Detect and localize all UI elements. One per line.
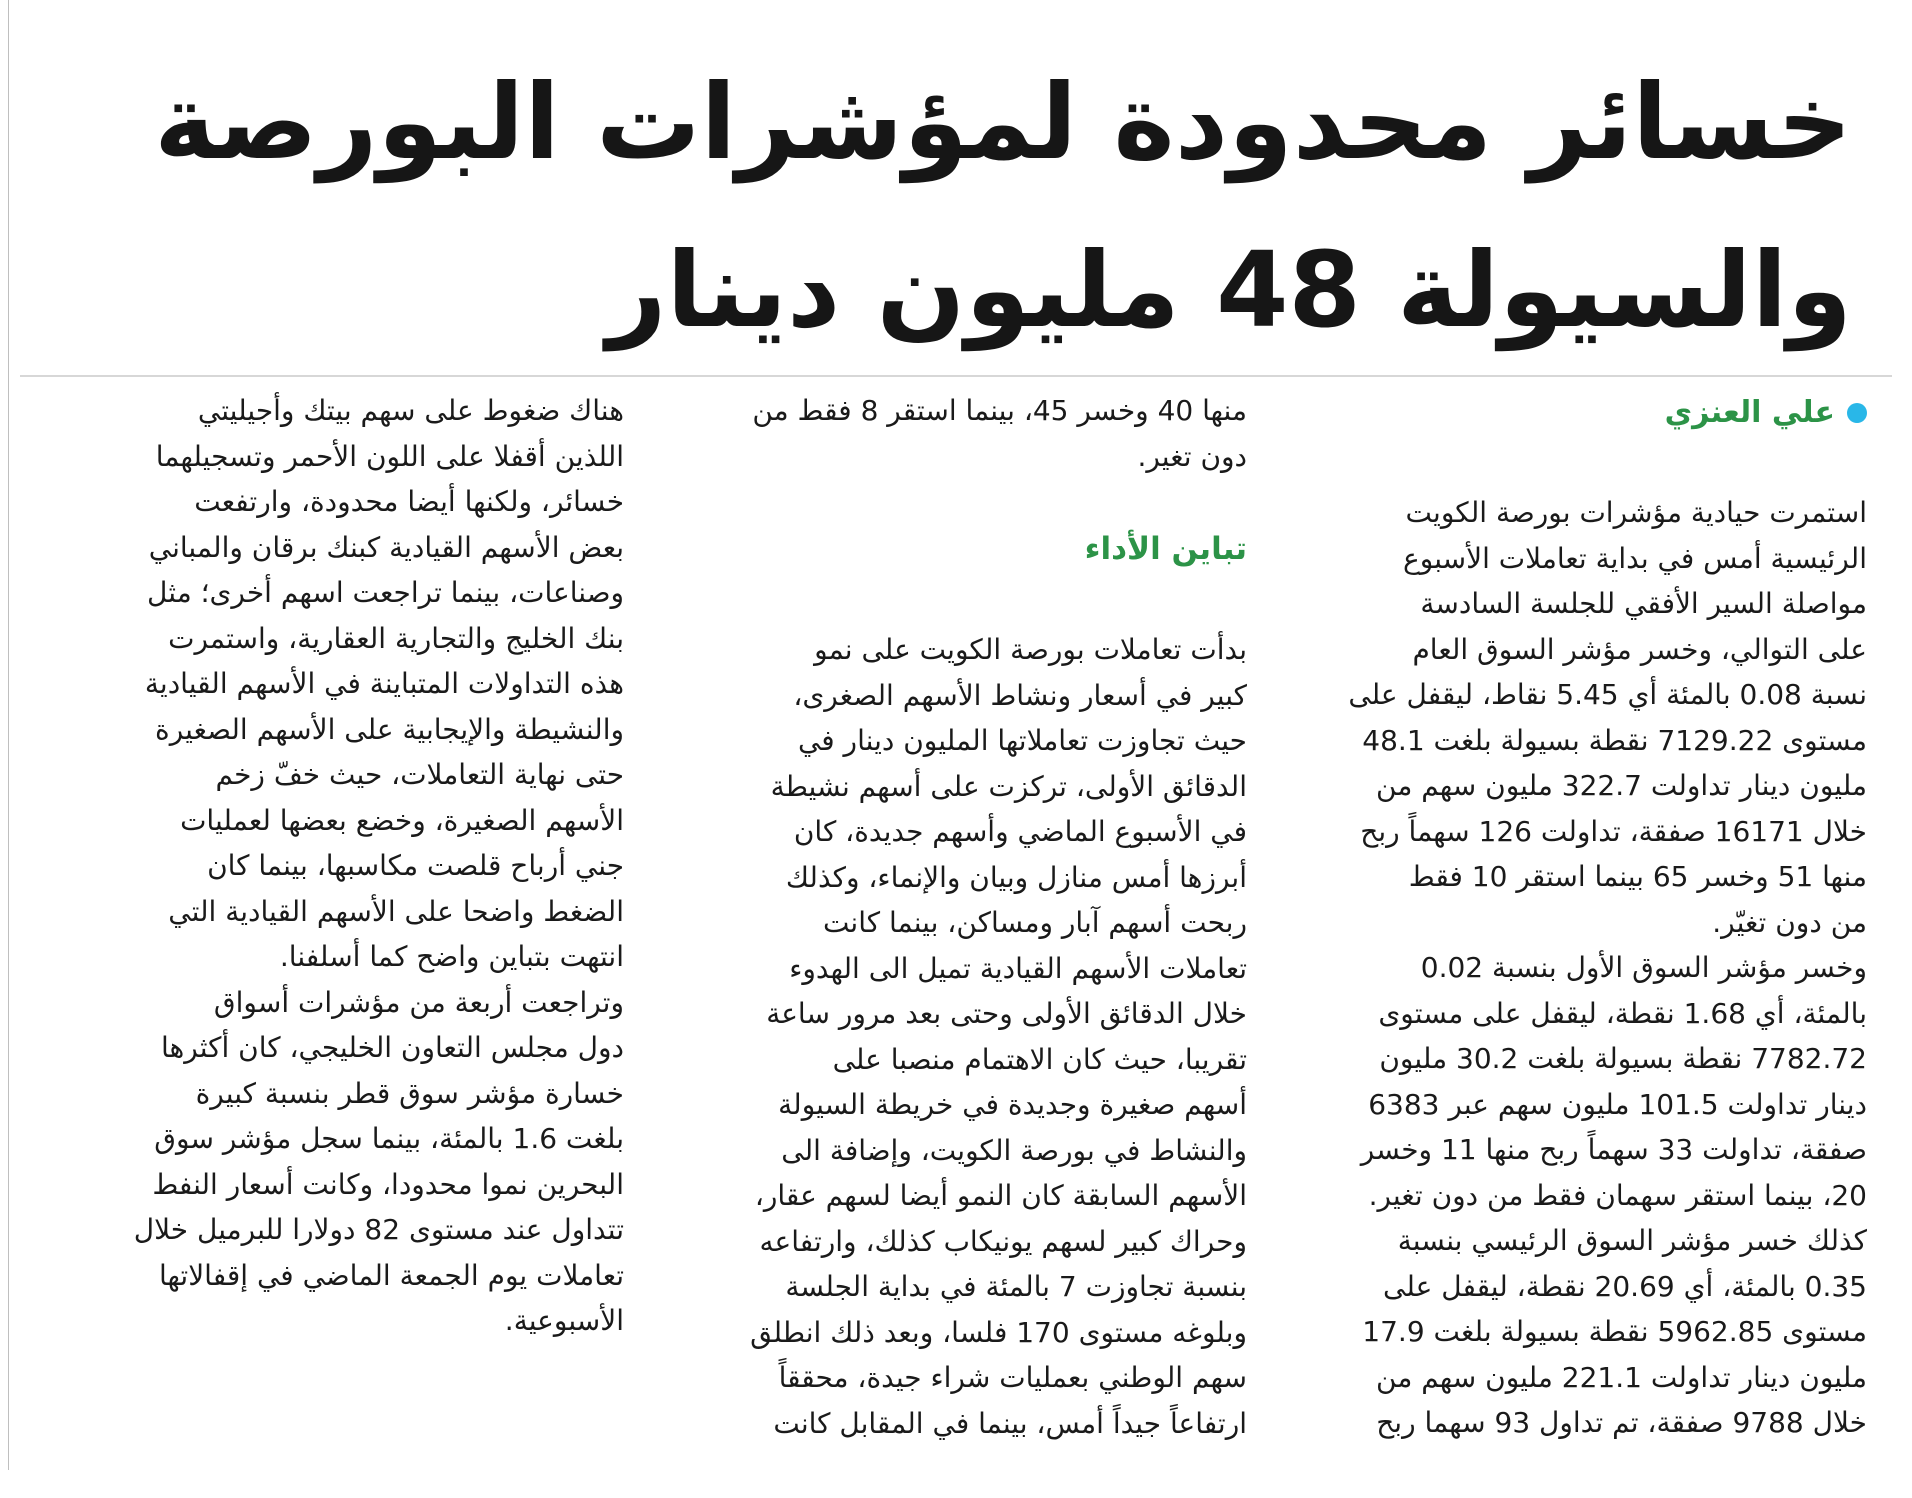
text-line: على التوالي، وخسر مؤشر السوق العام — [1412, 632, 1867, 666]
text-line: بنك الخليج والتجارية العقارية، واستمرت — [168, 621, 624, 655]
text-line: مليون دينار تداولت 221.1 مليون سهم من — [1376, 1360, 1867, 1394]
text-line: من دون تغيّر. — [1712, 905, 1867, 939]
paragraph — [1301, 490, 1867, 945]
text-line: الدقائق الأولى، تركزت على أسهم نشيطة — [770, 769, 1247, 803]
author-name: علي العنزي — [1664, 395, 1835, 431]
text-line: مستوى 7129.22 نقطة بسيولة بلغت 48.1 — [1362, 723, 1867, 757]
text-line: حيث تجاوزت تعاملاتها المليون دينار في — [797, 724, 1247, 757]
text-line: وتراجعت أربعة من مؤشرات أسواق — [213, 985, 624, 1019]
text-line: منها 51 وخسر 65 بينما استقر 10 فقط — [1408, 860, 1867, 893]
headline-line-2: والسيولة 48 مليون دينار — [606, 229, 1852, 351]
text-line: مواصلة السير الأفقي للجلسة السادسة — [1420, 587, 1867, 620]
text-line: أسهم صغيرة وجديدة في خريطة السيولة — [778, 1088, 1247, 1121]
text-line: الضغط واضحا على الأسهم القيادية التي — [168, 894, 624, 928]
text-line: تعاملات يوم الجمعة الماضي في إقفالاتها — [158, 1258, 624, 1292]
text-line: والنشيطة والإيجابية على الأسهم الصغيرة — [155, 712, 624, 746]
text-line: 0.35 بالمئة، أي 20.69 نقطة، ليقفل على — [1383, 1269, 1867, 1303]
text-line: تقريبا، حيث كان الاهتمام منصبا على — [832, 1042, 1247, 1076]
text-line: والنشاط في بورصة الكويت، وإضافة الى — [781, 1133, 1247, 1167]
paragraph — [58, 980, 624, 1344]
text-line: الأسبوعية. — [504, 1304, 624, 1337]
headline-divider — [20, 375, 1892, 377]
text-line: سهم الوطني بعمليات شراء جيدة، محققاً — [778, 1361, 1247, 1394]
text-line: خلال الدقائق الأولى وحتى بعد مرور ساعة — [766, 997, 1247, 1030]
text-line: وخسر مؤشر السوق الأول بنسبة 0.02 — [1420, 951, 1867, 984]
bullet-dot-icon — [1847, 403, 1867, 423]
text-line: بالمئة، أي 1.68 نقطة، ليقفل على مستوى — [1378, 996, 1867, 1030]
text-line: كبير في أسعار ونشاط الأسهم الصغرى، — [793, 678, 1247, 712]
column-left — [58, 388, 624, 1344]
text-line: انتهت بتباين واضح كما أسلفنا. — [279, 940, 624, 973]
text-line: خلال 9788 صفقة، تم تداول 93 سهما ربح — [1376, 1406, 1867, 1439]
text-line: الأسهم الصغيرة، وخضع بعضها لعمليات — [180, 803, 624, 837]
column-right — [1301, 388, 1867, 1446]
text-line: حتى نهاية التعاملات، حيث خفّ زخم — [215, 758, 624, 791]
page-edge-rule — [8, 0, 9, 1470]
text-line: أبرزها أمس منازل وبيان والإنماء، وكذلك — [785, 860, 1247, 894]
text-line: خسارة مؤشر سوق قطر بنسبة كبيرة — [195, 1076, 624, 1110]
text-line: هناك ضغوط على سهم بيتك وأجيليتي — [197, 394, 624, 427]
text-line: استمرت حيادية مؤشرات بورصة الكويت — [1405, 496, 1867, 529]
text-line: دون تغير. — [1137, 439, 1247, 473]
text-line: كذلك خسر مؤشر السوق الرئيسي بنسبة — [1397, 1224, 1867, 1257]
paragraph — [681, 388, 1247, 479]
text-line: بنسبة تجاوزت 7 بالمئة في بداية الجلسة — [785, 1270, 1247, 1303]
headline — [154, 38, 1852, 374]
byline — [1301, 388, 1867, 438]
paragraph — [58, 388, 624, 980]
text-line: دينار تداولت 101.5 مليون سهم عبر 6383 — [1368, 1087, 1867, 1121]
text-line: بلغت 1.6 بالمئة، بينما سجل مؤشر سوق — [154, 1122, 624, 1155]
headline-line-1: خسائر محدودة لمؤشرات البورصة — [154, 61, 1852, 183]
text-line: دول مجلس التعاون الخليجي، كان أكثرها — [160, 1031, 624, 1064]
column-middle — [681, 388, 1247, 1446]
text-line: مستوى 5962.85 نقطة بسيولة بلغت 17.9 — [1362, 1315, 1867, 1348]
text-line: صفقة، تداولت 33 سهماً ربح منها 11 وخسر — [1360, 1133, 1867, 1166]
paragraph — [1301, 1218, 1867, 1446]
subheading: تباين الأداء — [1084, 531, 1247, 567]
paragraph — [1301, 945, 1867, 1218]
text-line: جني أرباح قلصت مكاسبها، بينما كان — [207, 849, 624, 882]
text-line: تتداول عند مستوى 82 دولارا للبرميل خلال — [133, 1213, 624, 1246]
text-line: وبلوغه مستوى 170 فلسا، وبعد ذلك انطلق — [750, 1315, 1247, 1349]
text-line: بدأت تعاملات بورصة الكويت على نمو — [814, 633, 1247, 666]
text-line: منها 40 وخسر 45، بينما استقر 8 فقط من — [752, 394, 1247, 427]
text-line: اللذين أقفلا على اللون الأحمر وتسجيلهما — [155, 439, 624, 473]
paragraph — [681, 627, 1247, 1446]
text-line: ارتفاعاً جيداً أمس، بينما في المقابل كانت — [773, 1406, 1247, 1440]
text-line: ربحت أسهم آبار ومساكن، بينما كانت — [822, 906, 1247, 939]
text-line: الأسهم السابقة كان النمو أيضا لسهم عقار، — [754, 1179, 1247, 1212]
text-line: وحراك كبير لسهم يونيكاب كذلك، وارتفاعه — [759, 1224, 1247, 1258]
text-line: بعض الأسهم القيادية كبنك برقان والمباني — [148, 530, 624, 564]
text-line: تعاملات الأسهم القيادية تميل الى الهدوء — [789, 951, 1247, 985]
text-line: في الأسبوع الماضي وأسهم جديدة، كان — [793, 815, 1247, 848]
text-line: 7782.72 نقطة بسيولة بلغت 30.2 مليون — [1379, 1042, 1867, 1075]
text-line: نسبة 0.08 بالمئة أي 5.45 نقاط، ليقفل على — [1348, 678, 1867, 711]
text-line: وصناعات، بينما تراجعت اسهم أخرى؛ مثل — [147, 576, 624, 609]
text-line: البحرين نموا محدودا، وكانت أسعار النفط — [152, 1167, 624, 1201]
text-line: هذه التداولات المتباينة في الأسهم القيادية — [144, 667, 624, 700]
text-line: خلال 16171 صفقة، تداولت 126 سهماً ربح — [1360, 814, 1867, 848]
text-line: مليون دينار تداولت 322.7 مليون سهم من — [1376, 769, 1867, 802]
text-line: خسائر، ولكنها أيضا محدودة، وارتفعت — [194, 485, 624, 518]
text-line: الرئيسية أمس في بداية تعاملات الأسبوع — [1403, 541, 1867, 575]
text-line: 20، بينما استقر سهمان فقط من دون تغير. — [1368, 1178, 1867, 1212]
